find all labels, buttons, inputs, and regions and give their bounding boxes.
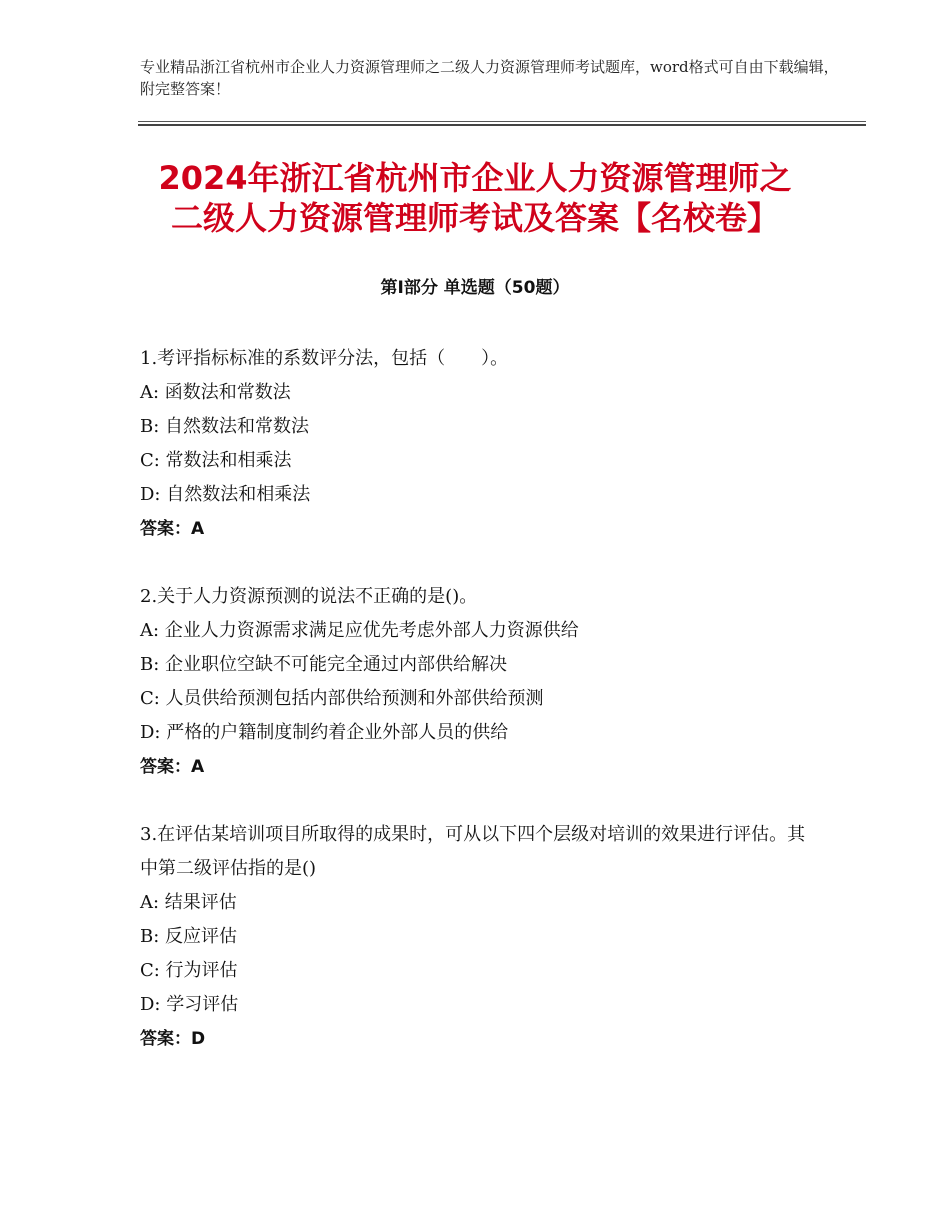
option-c: C: 人员供给预测包括内部供给预测和外部供给预测 (140, 688, 544, 709)
question-2 (140, 580, 820, 784)
option-d: D: 学习评估 (140, 994, 239, 1015)
option-a: A: 函数法和常数法 (140, 382, 291, 403)
option-a: A: 结果评估 (140, 892, 237, 913)
document-title-line-1: 2024年浙江省杭州市企业人力资源管理师之 (158, 159, 792, 197)
question-stem: 2.关于人力资源预测的说法不正确的是()。 (140, 586, 478, 607)
header-divider-thin (138, 121, 866, 122)
question-list (140, 342, 820, 1090)
section-title: 第Ⅰ部分 单选题（50题） (380, 278, 570, 298)
option-c: C: 行为评估 (140, 960, 238, 981)
option-b: B: 企业职位空缺不可能完全通过内部供给解决 (140, 654, 508, 675)
answer-line: 答案：A (140, 519, 205, 539)
document-title-line-2: 二级人力资源管理师考试及答案【名校卷】 (170, 199, 779, 237)
option-b: B: 反应评估 (140, 926, 238, 947)
question-3 (140, 818, 820, 1056)
option-c: C: 常数法和相乘法 (140, 450, 292, 471)
question-stem: 1.考评指标标准的系数评分法，包括（ ）。 (140, 348, 509, 369)
header-divider-thick (138, 124, 866, 126)
header-note: 专业精品浙江省杭州市企业人力资源管理师之二级人力资源管理师考试题库，word格式可自由下载编辑，附完整答案！ (140, 58, 839, 98)
option-d: D: 自然数法和相乘法 (140, 484, 311, 505)
document-title (100, 158, 850, 238)
option-d: D: 严格的户籍制度制约着企业外部人员的供给 (140, 722, 509, 743)
option-b: B: 自然数法和常数法 (140, 416, 310, 437)
answer-line: 答案：A (140, 757, 205, 777)
question-stem: 3.在评估某培训项目所取得的成果时，可从以下四个层级对培训的效果进行评估。其中第二级评估指的是() (140, 824, 806, 879)
option-a: A: 企业人力资源需求满足应优先考虑外部人力资源供给 (140, 620, 579, 641)
answer-line: 答案：D (140, 1029, 206, 1049)
question-1 (140, 342, 820, 546)
